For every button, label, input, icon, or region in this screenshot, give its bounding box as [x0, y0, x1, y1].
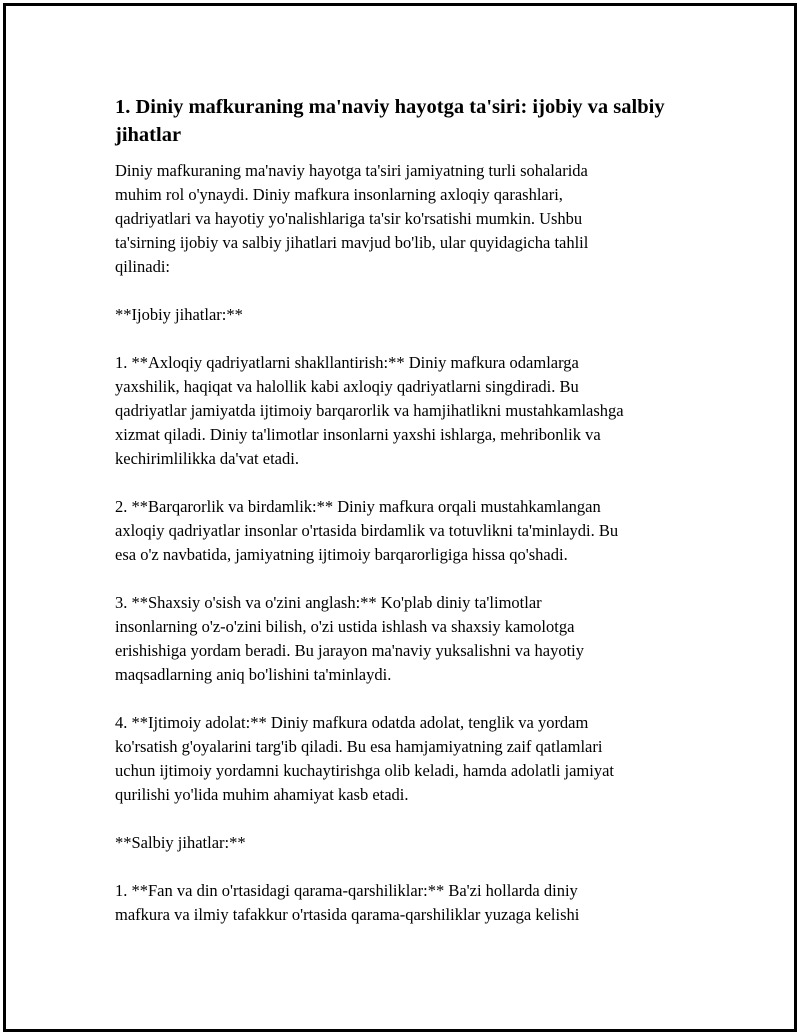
positive-item-2: 2. **Barqarorlik va birdamlik:** Diniy mafkura orqali mustahkamlangan axloqiy qadriyatlar insonlar o'rtasida birdamlik va totuvlikni ta'minlaydi. Bu esa o'z navbatida, jamiyatning ijtimoiy barqarorligiga hissa qo'shadi.: [115, 497, 619, 564]
intro-paragraph: Diniy mafkuraning ma'naviy hayotga ta'siri jamiyatning turli sohalarida muhim rol o'ynaydi. Diniy mafkura insonlarning axloqiy qarashlari, qadriyatlari va hayotiy yo'nalishlariga ta'sir ko'rsatishi mumkin. Ushbu ta'sirning ijobiy va salbiy jihatlari mavjud bo'lib, ular quyidagicha tahlil qilinadi:: [115, 161, 589, 276]
document-body: [115, 93, 675, 927]
spacer: [115, 687, 675, 711]
spacer: [115, 471, 675, 495]
spacer: [115, 327, 675, 351]
spacer: [115, 855, 675, 879]
positive-item-1: 1. **Axloqiy qadriyatlarni shakllantirish:** Diniy mafkura odamlarga yaxshilik, haqiqat va halollik kabi axloqiy qadriyatlarni singdiradi. Bu qadriyatlar jamiyatda ijtimoiy barqarorlik va hamjihatlikni mustahkamlashga xizmat qiladi. Diniy ta'limotlar insonlarni yaxshi ishlarga, mehribonlik va kechirimlilikka da'vat etadi.: [115, 353, 624, 468]
positive-item-4: 4. **Ijtimoiy adolat:** Diniy mafkura odatda adolat, tenglik va yordam ko'rsatish g'oyalarini targ'ib qiladi. Bu esa hamjamiyatning zaif qatlamlari uchun ijtimoiy yordamni kuchaytirishga olib keladi, hamda adolatli jamiyat qurilishi yo'lida muhim ahamiyat kasb etadi.: [115, 713, 615, 804]
document-title: 1. Diniy mafkuraning ma'naviy hayotga ta'siri: ijobiy va salbiy jihatlar: [115, 96, 665, 146]
negative-heading: **Salbiy jihatlar:**: [115, 833, 246, 852]
spacer: [115, 279, 675, 303]
negative-item-1: 1. **Fan va din o'rtasidagi qarama-qarshiliklar:** Ba'zi hollarda diniy mafkura va ilmiy tafakkur o'rtasida qarama-qarshiliklar yuzaga kelishi: [115, 881, 580, 924]
spacer: [115, 567, 675, 591]
positive-item-3: 3. **Shaxsiy o'sish va o'zini anglash:** Ko'plab diniy ta'limotlar insonlarning o'z-o'zini bilish, o'zi ustida ishlash va shaxsiy kamolotga erishishiga yordam beradi. Bu jarayon ma'naviy yuksalishni va hayotiy maqsadlarning aniq bo'lishini ta'minlaydi.: [115, 593, 584, 684]
spacer: [115, 807, 675, 831]
positive-heading: **Ijobiy jihatlar:**: [115, 305, 243, 324]
